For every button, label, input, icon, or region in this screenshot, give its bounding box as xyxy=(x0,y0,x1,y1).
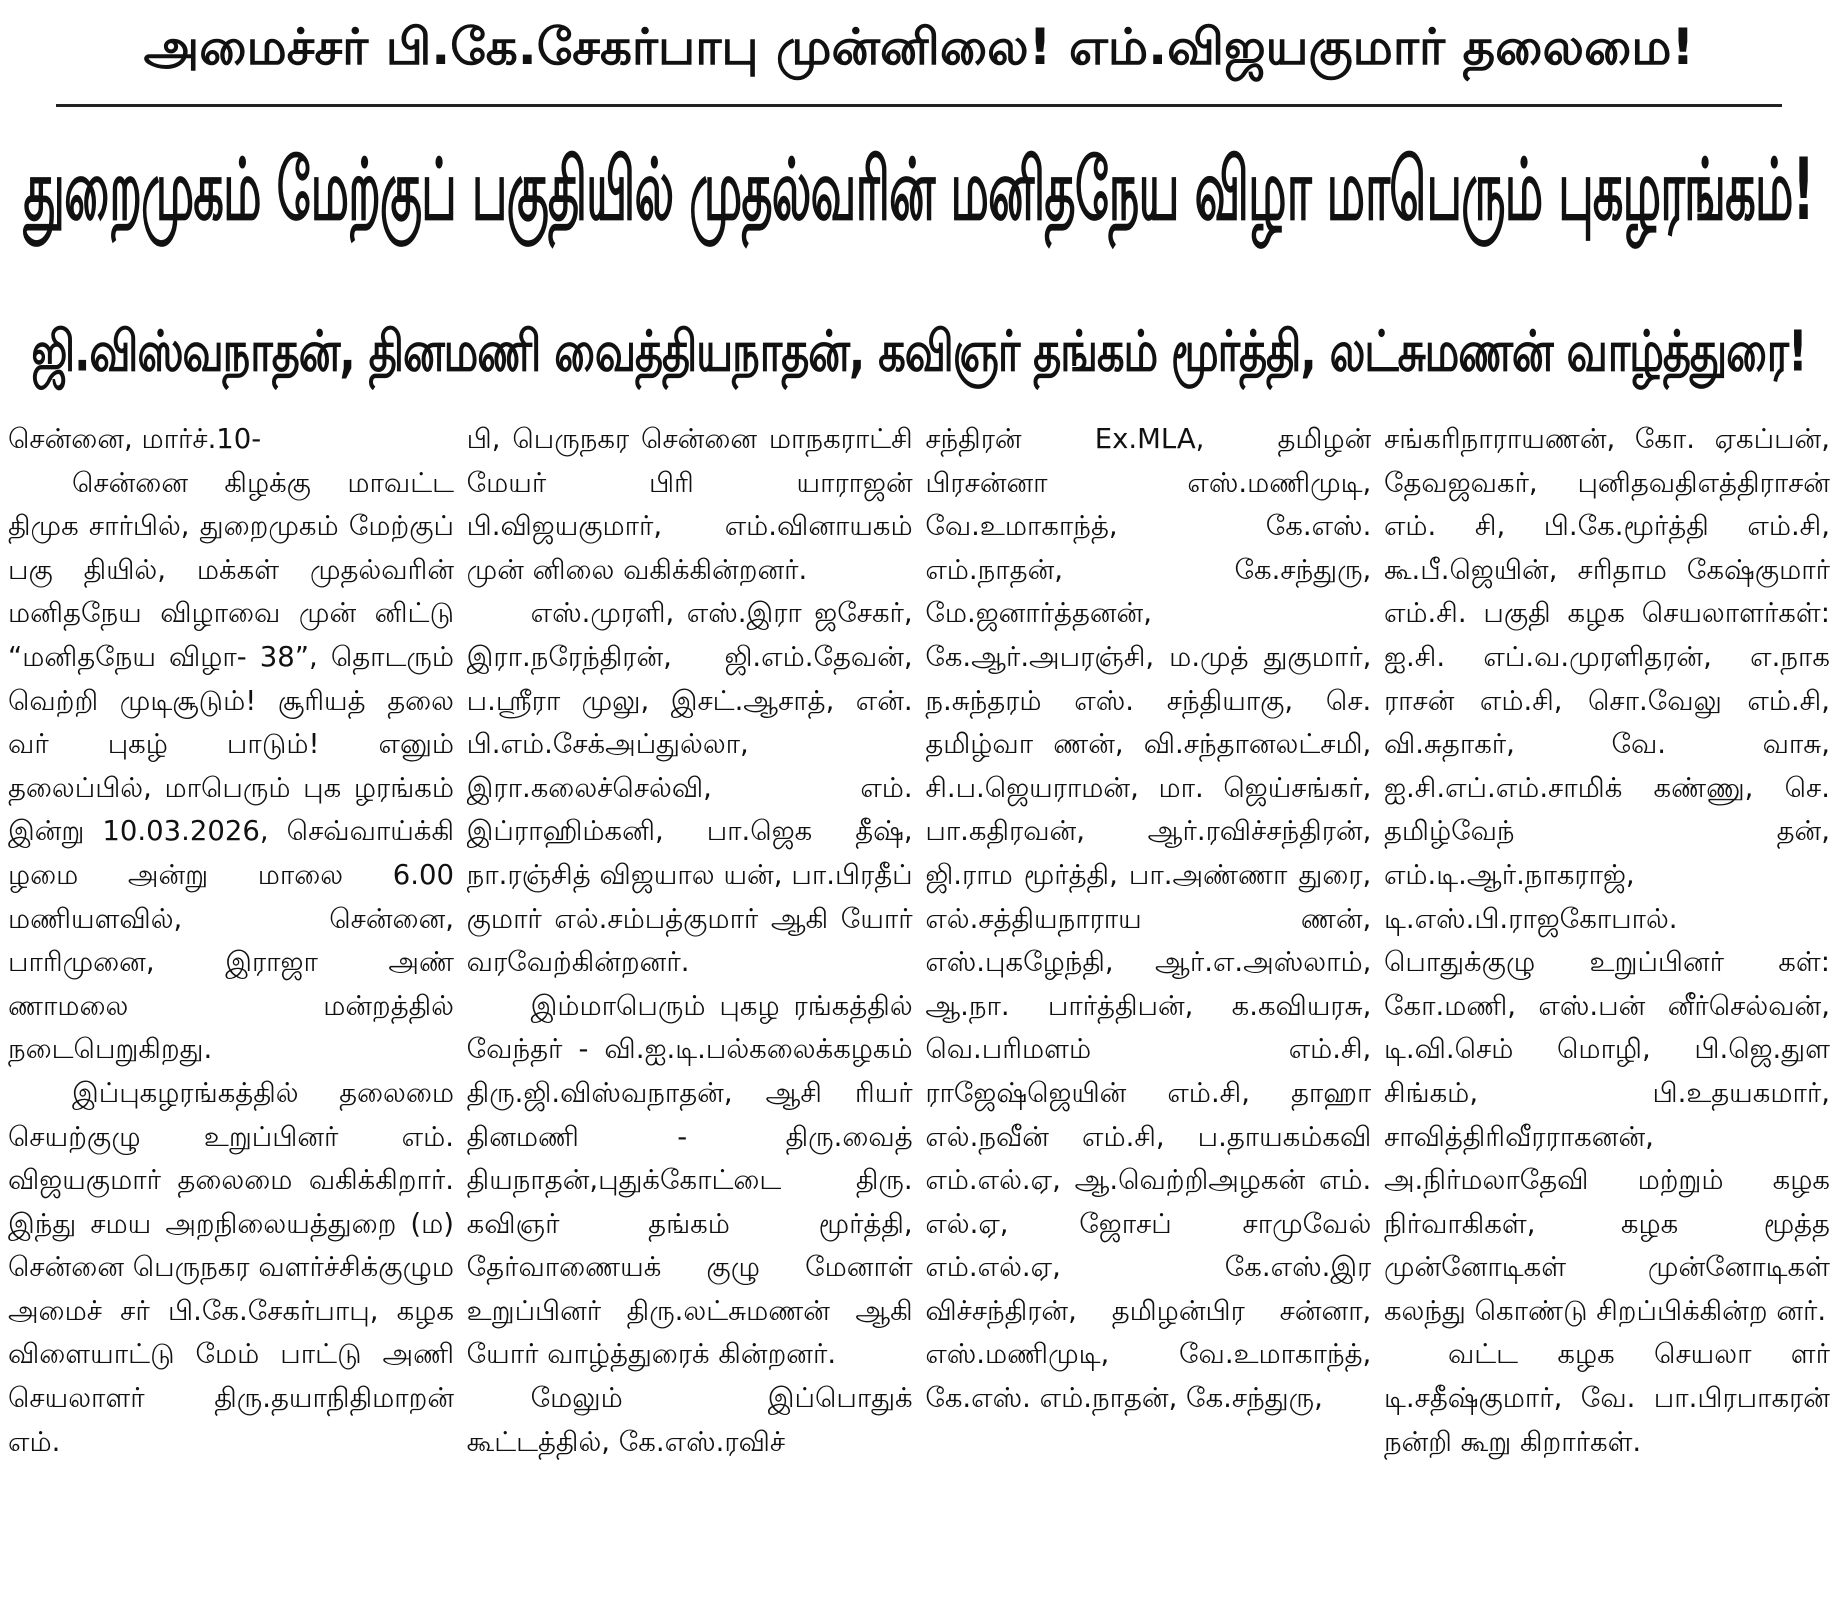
article-paragraph: சங்கரிநாராயணன், கோ. ஏகப்பன், தேவஜவகர், புனிதவதிஎத்திராசன் எம். சி, பி.கே.மூர்த்தி எம்.சி, கூ.பீ.ஜெயின், சரிதாம கேஷ்குமார் எம்.சி. பகுதி கழக செயலாளர்கள்: ஐ.சி. எப்.வ.முரளிதரன், எ.நாக ராசன் எம்.சி, சொ.வேலு எம்.சி, வி.சுதாகர், வே. வாசு, ஐ.சி.எப்.எம்.சாமிக் கண்ணு, செ. தமிழ்வேந் தன், எம்.டி.ஆர்.நாகராஜ், டி.எஸ்.பி.ராஜகோபால். பொதுக்குழு உறுப்பினர் கள்: கோ.மணி, எஸ்.பன் னீர்செல்வன், டி.வி.செம் மொழி, பி.ஜெ.துள சிங்கம், பி.உதயகமார், சாவித்திரிவீரராகனன், அ.நிர்மலாதேவி மற்றும் கழக நிர்வாகிகள், கழக மூத்த முன்னோடிகள் முன்னோடிகள் கலந்து கொண்டு சிறப்பிக்கின்ற னர். xyxy=(1383,423,1830,1327)
article-paragraph: இப்புகழரங்கத்தில் தலைமை செயற்குழு உறுப்பினர் எம். விஜயகுமார் தலைமை வகிக்கிறார். இந்து சமய அறநிலையத்துறை (ம) சென்னை பெருநகர வளர்ச்சிக்குழும அமைச் சர் பி.கே.சேகர்பாபு, கழக விளையாட்டு மேம் பாட்டு அணி செயலாளர் திரு.தயாநிதிமாறன் எம். xyxy=(8,1076,454,1458)
article-paragraph: வட்ட கழக செயலா ளர் டி.சதீஷ்குமார், வே. பா.பிரபாகரன் நன்றி கூறு கிறார்கள். xyxy=(1383,1338,1830,1458)
article-column-4 xyxy=(1384,418,1830,1604)
dateline: சென்னை, மார்ச்.10- xyxy=(8,423,262,455)
article-paragraph: சந்திரன் Ex.MLA, தமிழன் பிரசன்னா எஸ்.மணிமுடி, வே.உமாகாந்த், கே.எஸ். எம்.நாதன், கே.சந்துரு, மே.ஜனார்த்தனன், கே.ஆர்.அபரஞ்சி, ம.முத் துகுமார், ந.சுந்தரம் எஸ். சந்தியாகு, செ. தமிழ்வா ணன், வி.சந்தானலட்சமி, சி.ப.ஜெயராமன், மா. ஜெய்சங்கர், பா.கதிரவன், ஆர்.ரவிச்சந்திரன், ஜி.ராம மூர்த்தி, பா.அண்ணா துரை, எல்.சத்தியநாராய ணன், எஸ்.புகழேந்தி, ஆர்.எ.அஸ்லாம், ஆ.நா. பார்த்திபன், க.கவியரசு, வெ.பரிமளம் எம்.சி, ராஜேஷ்ஜெயின் எம்.சி, தாஹா எல்.நவீன் எம்.சி, ப.தாயகம்கவி எம்.எல்.ஏ, ஆ.வெற்றிஅழகன் எம். எல்.ஏ, ஜோசப் சாமுவேல் எம்.எல்.ஏ, கே.எஸ்.இர விச்சந்திரன், தமிழன்பிர சன்னா, எஸ்.மணிமுடி, வே.உமாகாந்த், கே.எஸ். எம்.நாதன், கே.சந்துரு, xyxy=(925,423,1372,1415)
article-paragraph: பி, பெருநகர சென்னை மாநகராட்சி மேயர் பிரி யாராஜன் பி.விஜயகுமார், எம்.வினாயகம் முன் னிலை வகிக்கின்றனர். xyxy=(466,423,913,586)
article-paragraph: எஸ்.முரளி, எஸ்.இரா ஜசேகர், இரா.நரேந்திரன், ஜி.எம்.தேவன், ப.ஸ்ரீரா முலு, இசட்.ஆசாத், என். பி.எம்.சேக்அப்துல்லா, இரா.கலைச்செல்வி, எம். இப்ராஹிம்கனி, பா.ஜெக தீஷ், நா.ரஞ்சித் விஜயால யன், பா.பிரதீப் குமார் எல்.சம்பத்குமார் ஆகி யோர் வரவேற்கின்றனர். xyxy=(466,597,913,979)
article-column-3 xyxy=(925,418,1371,1604)
headline-main: துறைமுகம் மேற்குப் பகுதியில் முதல்வரின் மனிதநேய விழா மாபெரும் புகழரங்கம்! xyxy=(23,140,1815,240)
article-column-1 xyxy=(8,418,454,1604)
headline-top: அமைச்சர் பி.கே.சேகர்பாபு முன்னிலை! எம்.விஜயகுமார் தலைமை! xyxy=(143,17,1695,76)
headline-sub: ஜி.விஸ்வநாதன், தினமணி வைத்தியநாதன், கவிஞர் தங்கம் மூர்த்தி, லட்சுமணன் வாழ்த்துரை! xyxy=(31,319,1807,385)
article-columns xyxy=(8,418,1830,1604)
article-column-2 xyxy=(467,418,913,1604)
article-paragraph: சென்னை கிழக்கு மாவட்ட திமுக சார்பில், துறைமுகம் மேற்குப் பகு தியில், மக்கள் முதல்வரின் மனிதநேய விழாவை முன் னிட்டு “மனிதநேய விழா- 38”, தொடரும் வெற்றி முடிசூடும்! சூரியத் தலை வர் புகழ் பாடும்! எனும் தலைப்பில், மாபெரும் புக ழரங்கம் இன்று 10.03.2026, செவ்வாய்க்கி ழமை அன்று மாலை 6.00 மணியளவில், சென்னை, பாரிமுனை, இராஜா அண் ணாமலை மன்றத்தில் நடைபெறுகிறது. xyxy=(8,466,454,1066)
article-paragraph: இம்மாபெரும் புகழ ரங்கத்தில் வேந்தர் - வி.ஐ.டி.பல்கலைக்கழகம் திரு.ஜி.விஸ்வநாதன், ஆசி ரியர் தினமணி - திரு.வைத் தியநாதன்,புதுக்கோட்டை திரு. கவிஞர் தங்கம் மூர்த்தி, தேர்வாணையக் குழு மேனாள் உறுப்பினர் திரு.லட்சுமணன் ஆகி யோர் வாழ்த்துரைக் கின்றனர். xyxy=(466,989,913,1371)
article-paragraph: மேலும் இப்பொதுக் கூட்டத்தில், கே.எஸ்.ரவிச் xyxy=(466,1382,913,1458)
